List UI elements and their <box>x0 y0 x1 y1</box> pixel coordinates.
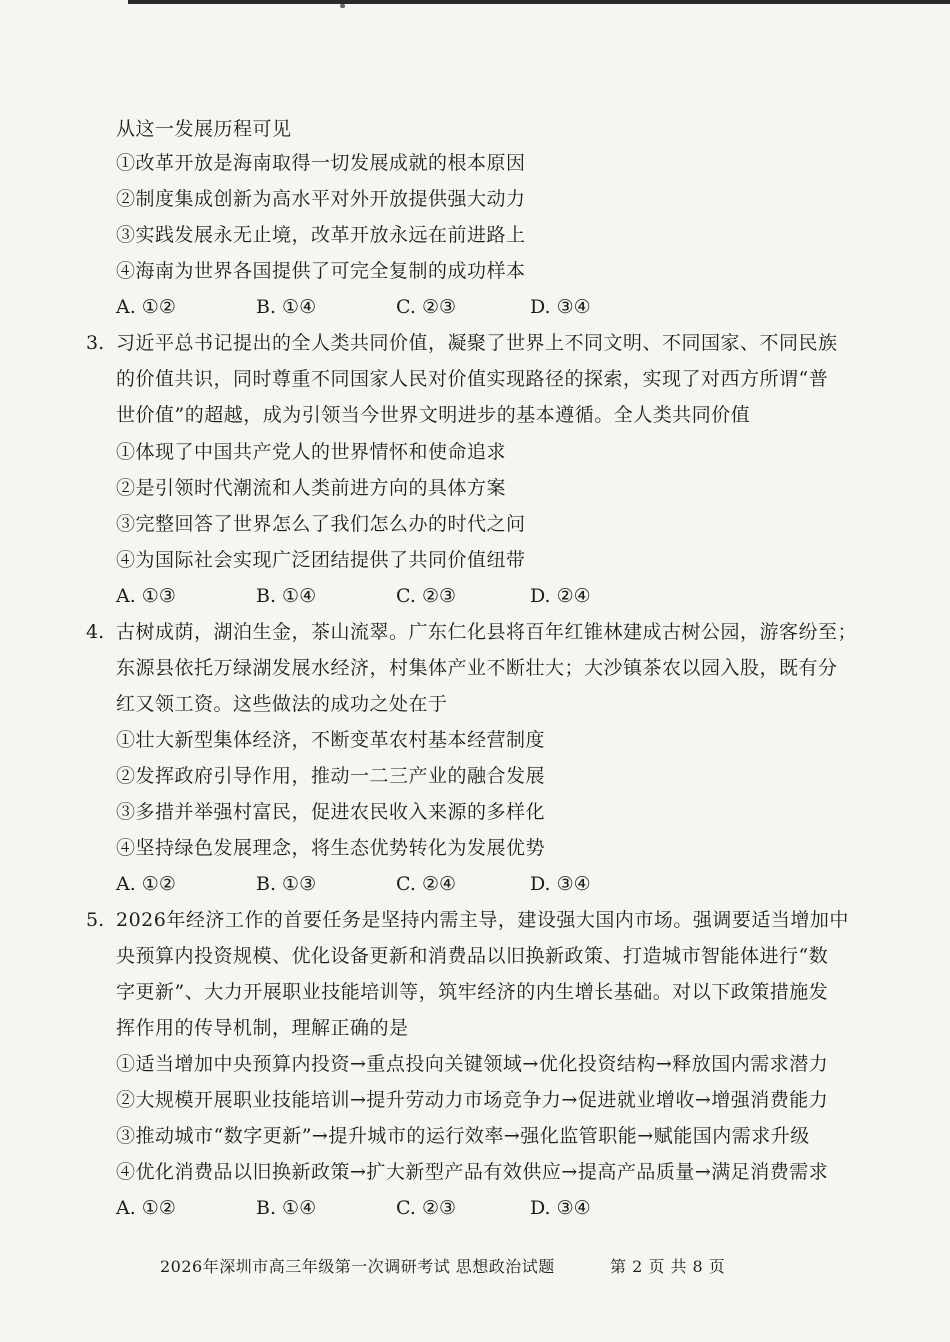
q5-stem-line-2: 央预算内投资规模、优化设备更新和消费品以旧换新政策、打造城市智能体进行“数 <box>116 945 829 967</box>
q4-choice-d: D. ③④ <box>530 873 591 895</box>
q4-choice-c: C. ②④ <box>396 873 457 895</box>
q2-choice-b: B. ①④ <box>256 296 317 318</box>
q4-stem-line-2: 东源县依托万绿湖发展水经济，村集体产业不断壮大；大沙镇茶农以园入股，既有分 <box>116 657 838 679</box>
q5-option-2: ②大规模开展职业技能培训→提升劳动力市场竞争力→促进就业增收→增强消费能力 <box>116 1089 829 1111</box>
q4-stem-line-1: 古树成荫，湖泊生金，茶山流翠。广东仁化县将百年红锥林建成古树公园，游客纷至； <box>116 621 858 643</box>
q3-stem-line-1: 习近平总书记提出的全人类共同价值，凝聚了世界上不同文明、不同国家、不同民族 <box>116 332 838 354</box>
q3-choice-b: B. ①④ <box>256 585 317 607</box>
q5-option-4: ④优化消费品以旧换新政策→扩大新型产品有效供应→提高产品质量→满足消费需求 <box>116 1161 829 1183</box>
q3-option-2: ②是引领时代潮流和人类前进方向的具体方案 <box>116 477 507 499</box>
q4-stem-line-3: 红又领工资。这些做法的成功之处在于 <box>116 693 448 715</box>
q5-choice-b: B. ①④ <box>256 1197 317 1219</box>
q2-option-4: ④海南为世界各国提供了可完全复制的成功样本 <box>116 260 526 282</box>
q5-stem-line-4: 挥作用的传导机制，理解正确的是 <box>116 1017 409 1039</box>
page-footer <box>160 1256 726 1278</box>
q3-number: 3. <box>86 332 105 354</box>
q5-stem-line-3: 字更新”、大力开展职业技能培训等，筑牢经济的内生增长基础。对以下政策措施发 <box>116 981 829 1003</box>
q4-choice-b: B. ①③ <box>256 873 317 895</box>
q3-choice-d: D. ②④ <box>530 585 591 607</box>
footer-exam-title: 2026年深圳市高三年级第一次调研考试 思想政治试题 <box>160 1257 555 1276</box>
q4-option-1: ①壮大新型集体经济，不断变革农村基本经营制度 <box>116 729 546 751</box>
q2-choice-c: C. ②③ <box>396 296 457 318</box>
q2-choice-a: A. ①② <box>116 296 176 318</box>
q5-number: 5. <box>86 909 105 931</box>
q4-option-2: ②发挥政府引导作用，推动一二三产业的融合发展 <box>116 765 546 787</box>
q5-stem-line-1: 2026年经济工作的首要任务是坚持内需主导，建设强大国内市场。强调要适当增加中 <box>116 909 849 931</box>
q5-option-3: ③推动城市“数字更新”→提升城市的运行效率→强化监管职能→赋能国内需求升级 <box>116 1125 810 1147</box>
q4-number: 4. <box>86 621 105 643</box>
q3-choice-a: A. ①③ <box>116 585 176 607</box>
q5-choice-c: C. ②③ <box>396 1197 457 1219</box>
q3-choice-c: C. ②③ <box>396 585 457 607</box>
q3-stem-line-3: 世价值”的超越，成为引领当今世界文明进步的基本遵循。全人类共同价值 <box>116 404 751 426</box>
q2-option-3: ③实践发展永无止境，改革开放永远在前进路上 <box>116 224 526 246</box>
q4-option-4: ④坚持绿色发展理念，将生态优势转化为发展优势 <box>116 837 546 859</box>
q5-option-1: ①适当增加中央预算内投资→重点投向关键领域→优化投资结构→释放国内需求潜力 <box>116 1053 829 1075</box>
q2-option-2: ②制度集成创新为高水平对外开放提供强大动力 <box>116 188 526 210</box>
q3-option-1: ①体现了中国共产党人的世界情怀和使命追求 <box>116 441 507 463</box>
q5-choice-a: A. ①② <box>116 1197 176 1219</box>
q3-option-4: ④为国际社会实现广泛团结提供了共同价值纽带 <box>116 549 526 571</box>
q3-stem-line-2: 的价值共识，同时尊重不同国家人民对价值实现路径的探索，实现了对西方所谓“普 <box>116 368 829 390</box>
intro-tail: 从这一发展历程可见 <box>116 118 292 140</box>
footer-page-number: 第 2 页 共 8 页 <box>610 1257 726 1276</box>
q4-choice-a: A. ①② <box>116 873 176 895</box>
q4-option-3: ③多措并举强村富民，促进农民收入来源的多样化 <box>116 801 546 823</box>
q2-option-1: ①改革开放是海南取得一切发展成就的根本原因 <box>116 152 526 174</box>
q2-choice-d: D. ③④ <box>530 296 591 318</box>
q5-choice-d: D. ③④ <box>530 1197 591 1219</box>
q3-option-3: ③完整回答了世界怎么了我们怎么办的时代之问 <box>116 513 526 535</box>
